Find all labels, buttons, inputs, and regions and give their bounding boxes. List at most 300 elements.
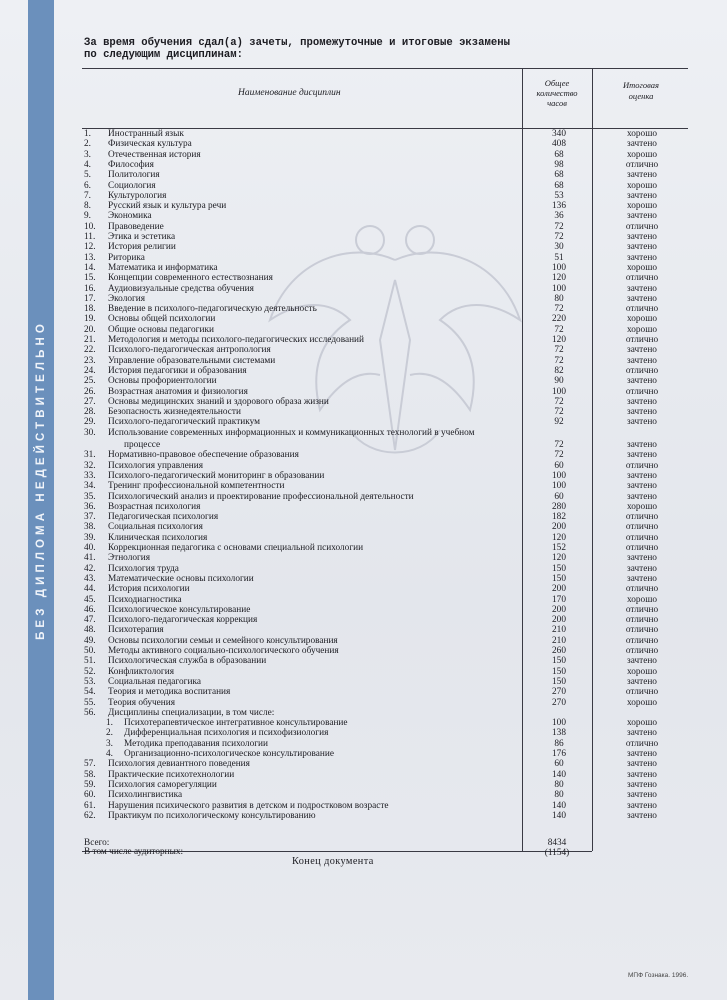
grade-value: отлично <box>625 522 659 533</box>
row-number: 37. <box>84 512 96 523</box>
hours-value: 140 <box>552 800 566 811</box>
discipline-name: Безопасность жизнедеятельности <box>108 407 241 418</box>
hours-value: 72 <box>554 407 564 418</box>
row-number: 18. <box>84 304 96 315</box>
grade-value: зачтено <box>627 450 657 461</box>
table-row <box>84 801 684 811</box>
table-row <box>84 636 684 646</box>
row-number: 48. <box>84 625 96 636</box>
row-number: 57. <box>84 759 96 770</box>
grade-value: зачтено <box>627 139 657 150</box>
hours-value: 72 <box>554 232 564 242</box>
hours-value: 100 <box>552 283 566 294</box>
grade-value: зачтено <box>627 242 657 253</box>
hours-value: 72 <box>554 355 564 366</box>
row-number: 26. <box>84 386 96 397</box>
discipline-name: Политология <box>108 170 160 181</box>
table-border-top <box>82 68 688 69</box>
grade-value: отлично <box>625 512 659 523</box>
table-row <box>84 325 684 335</box>
hours-value: 68 <box>554 170 564 181</box>
table-row <box>84 242 684 252</box>
hours-value: 200 <box>552 604 566 615</box>
discipline-name: Дисциплины специализации, в том числе: <box>108 707 275 718</box>
grade-value: зачтено <box>627 345 657 356</box>
row-number: 27. <box>84 396 96 407</box>
hours-value: 120 <box>552 273 566 284</box>
table-row <box>84 770 684 780</box>
discipline-name: Основы психологии семьи и семейного консультирования <box>108 635 338 646</box>
row-number: 12. <box>84 242 96 253</box>
hours-value: 72 <box>554 304 564 315</box>
grade-value: отлично <box>625 460 659 471</box>
discipline-name: Теория обучения <box>108 697 176 708</box>
discipline-name: История религии <box>108 242 176 253</box>
table-row <box>84 417 684 427</box>
grade-value: зачтено <box>627 573 657 584</box>
discipline-name: Использование современных информационных и коммуникационных технологий в учебном <box>108 427 475 438</box>
row-number: 1. <box>84 129 91 139</box>
discipline-name: История педагогики и образования <box>108 365 247 376</box>
hours-value: 92 <box>554 417 564 428</box>
discipline-name: Психотерапия <box>108 625 164 636</box>
row-number: 56. <box>84 707 96 718</box>
hours-value: 90 <box>554 376 564 387</box>
grade-value: хорошо <box>626 262 658 273</box>
row-number: 50. <box>84 646 96 656</box>
table-row <box>84 605 684 615</box>
side-strip-text: БЕЗ ДИПЛОМА НЕДЕЙСТВИТЕЛЬНО <box>35 320 47 640</box>
discipline-name: Социальная педагогика <box>108 676 201 687</box>
table-row <box>84 728 684 738</box>
row-number: 47. <box>84 615 96 626</box>
row-number: 34. <box>84 481 96 492</box>
hours-value: 140 <box>552 769 566 780</box>
discipline-name: Теория и методика воспитания <box>108 687 231 698</box>
row-number: 23. <box>84 355 96 366</box>
table-row <box>84 160 684 170</box>
discipline-name: Психолого-педагогический практикум <box>108 417 261 428</box>
table-row <box>84 345 684 355</box>
hours-value: 200 <box>552 615 566 626</box>
grade-value: отлично <box>625 386 659 397</box>
hours-value: 150 <box>552 563 566 574</box>
sub-number: 4. <box>106 749 113 759</box>
row-number: 51. <box>84 656 96 667</box>
total-label: Всего: <box>84 838 110 848</box>
table-row <box>84 625 684 635</box>
table-row <box>84 615 684 625</box>
table-row <box>84 450 684 460</box>
discipline-name: Психолингвистика <box>108 790 183 801</box>
hours-value: 98 <box>554 159 564 170</box>
discipline-name: Психологическая служба в образовании <box>108 656 267 667</box>
discipline-name: Общие основы педагогики <box>108 324 214 335</box>
table-row <box>84 335 684 345</box>
table-row <box>84 677 684 687</box>
hours-value: 138 <box>552 728 566 739</box>
discipline-name: Физическая культура <box>108 139 192 150</box>
discipline-name: Аудиовизуальные средства обучения <box>108 283 254 294</box>
header-discipline-name: Наименование дисциплин <box>238 88 341 98</box>
grade-value: зачтено <box>627 252 657 263</box>
discipline-name: Введение в психолого-педагогическую деятельность <box>108 304 317 315</box>
hours-value: 51 <box>554 252 564 263</box>
row-number: 5. <box>84 170 91 181</box>
discipline-name: Тренинг профессиональной компетентности <box>108 481 285 492</box>
grade-value: отлично <box>625 604 659 615</box>
table-row <box>84 564 684 574</box>
discipline-name: Правоведение <box>108 221 164 232</box>
table-row <box>84 646 684 656</box>
row-number: 58. <box>84 769 96 780</box>
discipline-name: Методология и методы психолого-педагогических исследований <box>108 335 365 345</box>
table-row <box>84 211 684 221</box>
grade-value: хорошо <box>626 314 658 325</box>
hours-value: 60 <box>554 460 564 471</box>
table-row <box>84 407 684 417</box>
row-number: 11. <box>84 232 96 242</box>
hours-value: 170 <box>552 594 566 605</box>
discipline-name: Экология <box>108 293 146 304</box>
discipline-name: Концепции современного естествознания <box>108 273 273 284</box>
table-row <box>84 294 684 304</box>
grade-value: зачтено <box>627 676 657 687</box>
table-row <box>84 253 684 263</box>
discipline-name-continuation: процессе <box>124 440 161 450</box>
discipline-name: Философия <box>108 159 154 170</box>
table-row <box>84 811 684 821</box>
table-row <box>84 749 684 759</box>
hours-value: 100 <box>552 386 566 397</box>
grade-value: хорошо <box>626 129 658 139</box>
grade-value: отлично <box>625 543 659 553</box>
total-hours: 8434 <box>547 838 567 848</box>
discipline-name: Риторика <box>108 252 145 263</box>
hours-value: 100 <box>552 470 566 481</box>
discipline-name: Психология саморегуляции <box>108 779 217 790</box>
table-row <box>84 191 684 201</box>
row-number: 15. <box>84 273 96 284</box>
hours-value: 60 <box>554 759 564 770</box>
table-row <box>84 376 684 386</box>
hours-value: 270 <box>552 687 566 698</box>
row-number: 8. <box>84 201 91 212</box>
auditory-hours: (1154) <box>544 848 570 858</box>
table-row <box>84 284 684 294</box>
row-number: 28. <box>84 407 96 418</box>
table-row <box>84 397 684 407</box>
grade-value: зачтено <box>627 481 657 492</box>
discipline-name: Культурология <box>108 190 167 201</box>
discipline-name: Возрастная психология <box>108 501 201 512</box>
row-number: 59. <box>84 779 96 790</box>
row-number: 19. <box>84 314 96 325</box>
table-row <box>84 595 684 605</box>
grade-value: зачтено <box>627 553 657 564</box>
grade-value: хорошо <box>626 718 658 729</box>
table-row <box>84 461 684 471</box>
intro-line-1: За время обучения сдал(а) зачеты, промежуточные и итоговые экзамены <box>84 37 510 49</box>
grade-value: зачтено <box>627 790 657 801</box>
grade-value: отлично <box>625 646 659 656</box>
grade-value: хорошо <box>626 201 658 212</box>
hours-value: 120 <box>552 532 566 543</box>
hours-value: 150 <box>552 656 566 667</box>
hours-value: 82 <box>554 365 564 376</box>
grade-value: зачтено <box>627 563 657 574</box>
row-number: 40. <box>84 543 96 553</box>
hours-value: 340 <box>552 129 566 139</box>
hours-value: 100 <box>552 718 566 729</box>
table-row-continuation <box>84 440 684 450</box>
grade-value: отлично <box>625 335 659 345</box>
grade-value: хорошо <box>626 149 658 160</box>
grade-value: отлично <box>625 625 659 636</box>
row-number: 30. <box>84 427 96 438</box>
table-row <box>84 481 684 491</box>
discipline-name: Математические основы психологии <box>108 573 254 584</box>
discipline-name: Социальная психология <box>108 522 203 533</box>
row-number: 10. <box>84 221 96 232</box>
table-row <box>84 471 684 481</box>
table-row <box>84 584 684 594</box>
discipline-name: Управление образовательными системами <box>108 355 276 366</box>
hours-value: 30 <box>554 242 564 253</box>
sub-number: 1. <box>106 718 113 729</box>
grade-value: отлично <box>625 738 659 749</box>
hours-value: 152 <box>552 543 566 553</box>
end-of-document: Конец документа <box>292 856 374 867</box>
row-number: 31. <box>84 450 96 461</box>
grade-value: зачтено <box>627 470 657 481</box>
row-number: 60. <box>84 790 96 801</box>
intro-text <box>84 37 510 61</box>
grade-value: отлично <box>625 273 659 284</box>
row-number: 14. <box>84 262 96 273</box>
grade-value: хорошо <box>626 666 658 677</box>
table-row <box>84 366 684 376</box>
header-final-grade: Итоговая оценка <box>623 80 659 101</box>
auditory-label: В том числе аудиторных: <box>84 847 184 857</box>
hours-value: 220 <box>552 314 566 325</box>
table-row <box>84 759 684 769</box>
discipline-name: Этнология <box>108 553 151 564</box>
hours-value: 72 <box>554 450 564 461</box>
discipline-name: Нормативно-правовое обеспечение образования <box>108 450 299 461</box>
table-row <box>84 739 684 749</box>
hours-value: 72 <box>554 396 564 407</box>
grade-value: отлично <box>625 159 659 170</box>
sub-number: 3. <box>106 738 113 749</box>
discipline-name: Психология труда <box>108 563 179 574</box>
table-row <box>84 232 684 242</box>
row-number: 41. <box>84 553 96 564</box>
hours-value: 86 <box>554 738 564 749</box>
hours-value: 150 <box>552 676 566 687</box>
table-row <box>84 273 684 283</box>
row-number: 22. <box>84 345 96 356</box>
row-number: 52. <box>84 666 96 677</box>
discipline-name: Русский язык и культура речи <box>108 201 227 212</box>
sub-number: 2. <box>106 728 113 739</box>
hours-value: 120 <box>552 335 566 345</box>
grade-value: отлично <box>625 635 659 646</box>
hours-value: 120 <box>552 553 566 564</box>
row-number: 29. <box>84 417 96 428</box>
row-number: 44. <box>84 584 96 595</box>
row-number: 49. <box>84 635 96 646</box>
grade-value: зачтено <box>627 407 657 418</box>
hours-value: 200 <box>552 522 566 533</box>
discipline-name: Основы медицинских знаний и здорового образа жизни <box>108 396 329 407</box>
grade-value: отлично <box>625 221 659 232</box>
table-row <box>84 656 684 666</box>
grade-value: зачтено <box>627 779 657 790</box>
row-number: 62. <box>84 810 96 821</box>
hours-value: 280 <box>552 501 566 512</box>
discipline-name: Психология девиантного поведения <box>108 759 250 770</box>
row-number: 32. <box>84 460 96 471</box>
table-row <box>84 698 684 708</box>
row-number: 33. <box>84 470 96 481</box>
table-row <box>84 387 684 397</box>
discipline-name: Основы общей психологии <box>108 314 216 325</box>
hours-value: 36 <box>554 211 564 222</box>
discipline-name: Психолого-педагогическая антропология <box>108 345 271 356</box>
row-number: 13. <box>84 252 96 263</box>
discipline-name: Основы профориентологии <box>108 376 217 387</box>
row-number: 24. <box>84 365 96 376</box>
discipline-name: Практические психотехнологии <box>108 769 235 780</box>
intro-line-2: по следующим дисциплинам: <box>84 49 243 61</box>
hours-value: 60 <box>554 491 564 502</box>
hours-value: 408 <box>552 139 566 150</box>
grade-value: зачтено <box>627 190 657 201</box>
hours-value: 100 <box>552 481 566 492</box>
grade-value: хорошо <box>626 324 658 335</box>
grade-value: зачтено <box>627 440 657 450</box>
hours-value: 182 <box>552 512 566 523</box>
table-row <box>84 790 684 800</box>
row-number: 55. <box>84 697 96 708</box>
table-row <box>84 502 684 512</box>
row-number: 17. <box>84 293 96 304</box>
row-number: 2. <box>84 139 91 150</box>
discipline-name: Психологический анализ и проектирование профессиональной деятельности <box>108 491 414 502</box>
grade-value: зачтено <box>627 800 657 811</box>
hours-value: 270 <box>552 697 566 708</box>
discipline-name: Коррекционная педагогика с основами специальной психологии <box>108 543 364 553</box>
hours-value: 176 <box>552 749 566 759</box>
row-number: 61. <box>84 800 96 811</box>
table-row <box>84 718 684 728</box>
table-row <box>84 492 684 502</box>
row-number: 25. <box>84 376 96 387</box>
row-number: 3. <box>84 149 91 160</box>
table-row <box>84 129 684 139</box>
discipline-name: Отечественная история <box>108 149 201 160</box>
table-row <box>84 181 684 191</box>
discipline-name: Педагогическая психология <box>108 512 219 523</box>
hours-value: 80 <box>554 779 564 790</box>
hours-value: 210 <box>552 635 566 646</box>
grade-value: зачтено <box>627 376 657 387</box>
discipline-name: Методика преподавания психологии <box>124 738 268 749</box>
discipline-name: Математика и информатика <box>108 262 218 273</box>
discipline-name: Психология управления <box>108 460 203 471</box>
grade-value: зачтено <box>627 232 657 242</box>
grade-value: хорошо <box>626 594 658 605</box>
grade-value: зачтено <box>627 396 657 407</box>
hours-value: 72 <box>554 221 564 232</box>
discipline-name: Нарушения психического развития в детском и подростковом возрасте <box>108 800 389 811</box>
row-number: 6. <box>84 180 91 191</box>
hours-value: 150 <box>552 666 566 677</box>
discipline-name: История психологии <box>108 584 190 595</box>
discipline-name: Психодиагностика <box>108 594 182 605</box>
hours-value: 80 <box>554 293 564 304</box>
table-row <box>84 428 684 438</box>
row-number: 4. <box>84 159 91 170</box>
table-row <box>84 543 684 553</box>
hours-value: 140 <box>552 810 566 821</box>
grade-value: зачтено <box>627 810 657 821</box>
row-number: 39. <box>84 532 96 543</box>
discipline-name: Психологическое консультирование <box>108 604 251 615</box>
grade-value: зачтено <box>627 769 657 780</box>
grade-value: отлично <box>625 584 659 595</box>
row-number: 21. <box>84 335 96 345</box>
row-number: 43. <box>84 573 96 584</box>
table-row <box>84 522 684 532</box>
grade-value: хорошо <box>626 180 658 191</box>
row-number: 9. <box>84 211 91 222</box>
row-number: 38. <box>84 522 96 533</box>
table-row <box>84 533 684 543</box>
discipline-name: Психолого-педагогическая коррекция <box>108 615 258 626</box>
grade-value: зачтено <box>627 355 657 366</box>
discipline-name: Этика и эстетика <box>108 232 176 242</box>
grade-value: хорошо <box>626 697 658 708</box>
grade-value: отлично <box>625 615 659 626</box>
table-row <box>84 574 684 584</box>
hours-value: 136 <box>552 201 566 212</box>
row-number: 45. <box>84 594 96 605</box>
hours-value: 68 <box>554 149 564 160</box>
grade-value: зачтено <box>627 759 657 770</box>
grade-value: зачтено <box>627 211 657 222</box>
row-number: 16. <box>84 283 96 294</box>
grade-value: хорошо <box>626 501 658 512</box>
discipline-name: Психотерапевтическое интегративное консультирование <box>124 718 348 729</box>
discipline-name: Практикум по психологическому консультированию <box>108 810 316 821</box>
table-row <box>84 170 684 180</box>
table-row <box>84 512 684 522</box>
grade-value: зачтено <box>627 293 657 304</box>
row-number: 46. <box>84 604 96 615</box>
hours-value: 100 <box>552 262 566 273</box>
table-row <box>84 356 684 366</box>
header-total-hours: Общее количество часов <box>536 78 578 108</box>
grade-value: зачтено <box>627 656 657 667</box>
table-row <box>84 780 684 790</box>
discipline-name: Экономика <box>108 211 152 222</box>
discipline-name: Методы активного социально-психологического обучения <box>108 646 339 656</box>
hours-value: 53 <box>554 190 564 201</box>
printer-imprint: МПФ Гознака. 1996. <box>628 972 689 979</box>
table-row <box>84 667 684 677</box>
